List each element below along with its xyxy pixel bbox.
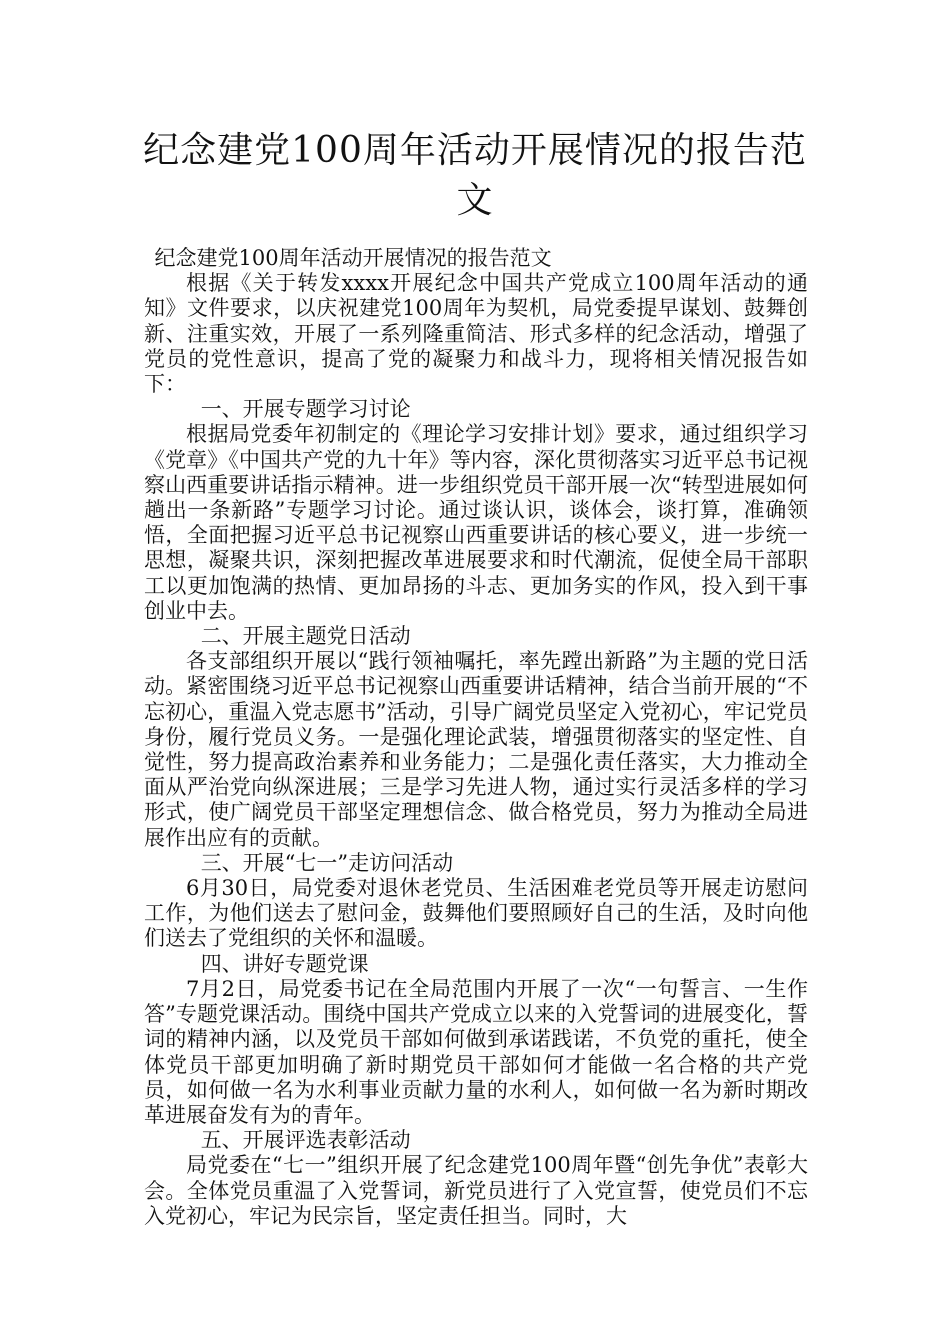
section-body-2: 各支部组织开展以“践行领袖嘱托，率先蹚出新路”为主题的党日活动。紧密围绕习近平总书记视察山西重要讲话精神，结合当前开展的“不忘初心，重温入党志愿书”活动，引导广阔党员坚定入党初心，牢记党员身份，履行党员义务。一是强化理论武装，增强贯彻落实的坚定性、自觉性，努力提高政治素养和业务能力；二是强化责任落实，大力推动全面从严治党向纵深进展；三是学习先进人物，通过实行灵活多样的学习形式，使广阔党员干部坚定理想信念、做合格党员，努力为推动全局进展作出应有的贡献。 (144, 649, 808, 850)
document-body (144, 246, 808, 1229)
section-body-3: 6月30日，局党委对退休老党员、生活困难老党员等开展走访慰问工作，为他们送去了慰问金，鼓舞他们要照顾好自己的生活，及时向他们送去了党组织的关怀和温暖。 (144, 876, 808, 951)
section-heading-4: 四、讲好专题党课 (200, 951, 369, 976)
section-body-5: 局党委在“七一”组织开展了纪念建党100周年暨“创先争优”表彰大会。全体党员重温了入党誓词，新党员进行了入党宣誓，使党员们不忘入党初心，牢记为民宗旨，坚定责任担当。同时，大 (144, 1153, 808, 1228)
intro-paragraph: 根据《关于转发xxxx开展纪念中国共产党成立100周年活动的通知》文件要求，以庆祝建党100周年为契机，局党委提早谋划、鼓舞创新、注重实效，开展了一系列隆重简洁、形式多样的纪念活动，增强了党员的党性意识，提高了党的凝聚力和战斗力，现将相关情况报告如下： (144, 271, 808, 397)
document-subtitle: 纪念建党100周年活动开展情况的报告范文 (154, 246, 552, 270)
section-heading-5: 五、开展评选表彰活动 (200, 1128, 411, 1153)
section-heading-3: 三、开展“七一”走访问活动 (200, 850, 454, 875)
section-body-1: 根据局党委年初制定的《理论学习安排计划》要求，通过组织学习《党章》《中国共产党的九十年》等内容，深化贯彻落实习近平总书记视察山西重要讲话指示精神。进一步组织党员干部开展一次“转型进展如何趟出一条新路”专题学习讨论。通过谈认识，谈体会，谈打算，准确领悟，全面把握习近平总书记视察山西重要讲话的核心要义，进一步统一思想，凝聚共识，深刻把握改革进展要求和时代潮流，促使全局干部职工以更加饱满的热情、更加昂扬的斗志、更加务实的作风，投入到干事创业中去。 (144, 422, 808, 623)
document-title: 纪念建党100周年活动开展情况的报告范文 (143, 130, 807, 221)
section-heading-1: 一、开展专题学习讨论 (200, 397, 411, 422)
section-heading-2: 二、开展主题党日活动 (200, 624, 411, 649)
section-body-4: 7月2日，局党委书记在全局范围内开展了一次“一句誓言、一生作答”专题党课活动。围绕中国共产党成立以来的入党誓词的进展变化，誓词的精神内涵，以及党员干部如何做到承诺践诺，不负党的重托，使全体党员干部更加明确了新时期党员干部如何才能做一名合格的共产党员，如何做一名为水利事业贡献力量的水利人，如何做一名为新时期改革进展奋发有为的青年。 (144, 976, 808, 1127)
